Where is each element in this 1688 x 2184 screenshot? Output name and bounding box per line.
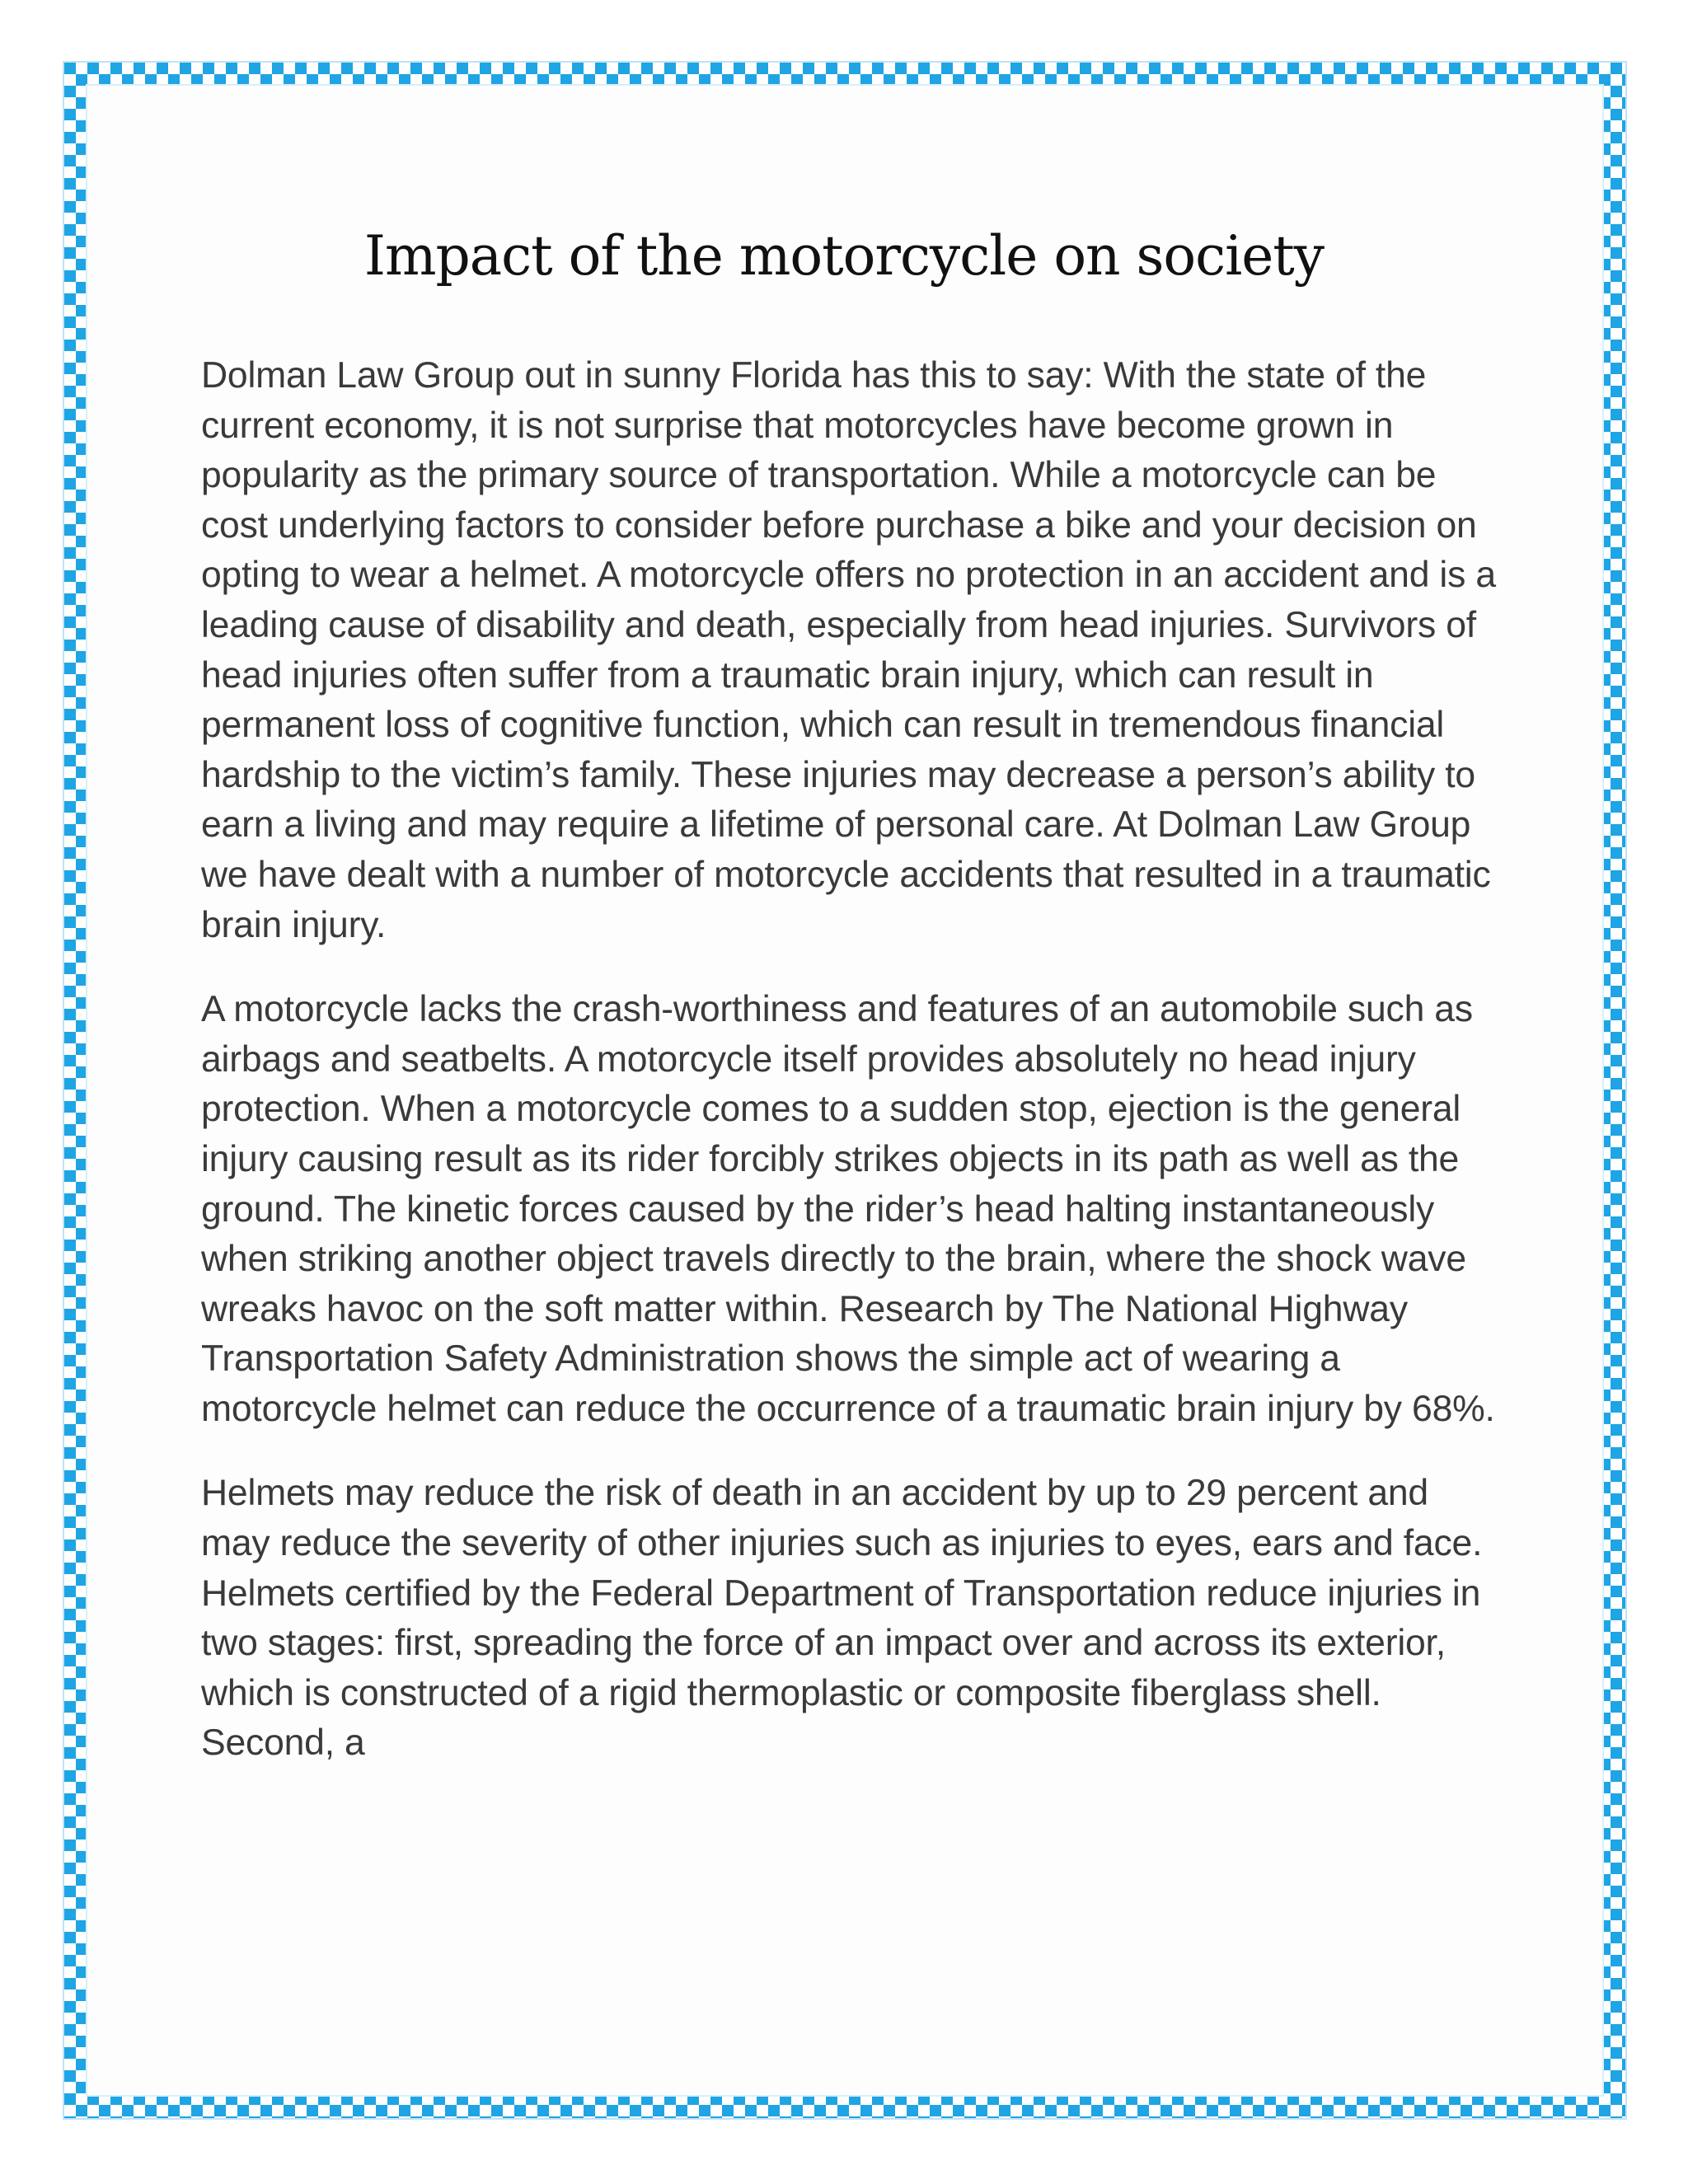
article-body [201,351,1503,1803]
paragraph-1: Dolman Law Group out in sunny Florida has this to say: With the state of the current economy, it is not surprise that motorcycles have become grown in popularity as the primary source of transportation. While a motorcycle can be cost underlying factors to consider before purchase a bike and your decision on opting to wear a helmet. A motorcycle offers no protection in an accident and is a leading cause of disability and death, especially from head injuries. Survivors of head injuries often suffer from a traumatic brain injury, which can result in permanent loss of cognitive function, which can result in tremendous financial hardship to the victim’s family. These injuries may decrease a person’s ability to earn a living and may require a lifetime of personal care. At Dolman Law Group we have dealt with a number of motorcycle accidents that resulted in a traumatic brain injury. [201,355,1496,945]
page-title: Impact of the motorcycle on society [363,224,1325,288]
paragraph-2: A motorcycle lacks the crash-worthiness and features of an automobile such as airbags and seatbelts. A motorcycle itself provides absolutely no head injury protection. When a motorcycle comes to a sudden stop, ejection is the general injury causing result as its rider forcibly strikes objects in its path as well as the ground. The kinetic forces caused by the rider’s head halting instantaneously when striking another object travels directly to the brain, where the shock wave wreaks havoc on the soft matter within. Research by The National Highway Transportation Safety Administration shows the simple act of wearing a motorcycle helmet can reduce the occurrence of a traumatic brain injury by 68%. [201,989,1495,1429]
paragraph-3: Helmets may reduce the risk of death in an accident by up to 29 percent and may reduce the severity of other injuries such as injuries to eyes, ears and face. Helmets certified by the Federal Department of Transportation reduce injuries in two stages: first, spreading the force of an impact over and across its exterior, which is constructed of a rigid thermoplastic or composite fiberglass shell. Second, a [201,1473,1483,1764]
